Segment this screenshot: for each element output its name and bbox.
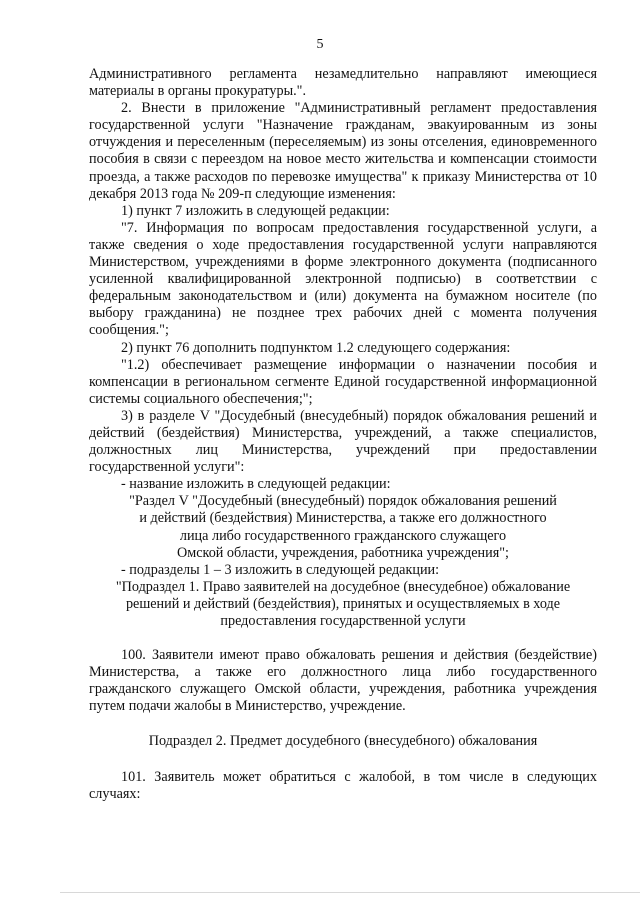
document-body <box>89 66 597 803</box>
subsection-1-heading-line-1: "Подраздел 1. Право заявителей на досудебное (внесудебное) обжалование <box>115 578 571 595</box>
paragraph-subitem-2: 2) пункт 76 дополнить подпунктом 1.2 следующего содержания: <box>121 339 511 356</box>
paragraph-subsections-instruction: - подразделы 1 – 3 изложить в следующей редакции: <box>121 561 440 578</box>
paragraph-point-7: "7. Информация по вопросам предоставления государственной услуги, а также сведения о ходе предоставления государственной услуги направляются Министерством, учреждениями в форме электронного документа (подписанного усиленной квалифицированной электронной подписью) в соответствии с федеральным законодательством и (или) документа на бумажном носителе (по выбору гражданина) не позднее трех рабочих дней с момента получения сообщения."; <box>89 219 597 339</box>
paragraph-subitem-1: 1) пункт 7 изложить в следующей редакции: <box>121 202 390 219</box>
subsection-2-heading: Подраздел 2. Предмет досудебного (внесудебного) обжалования <box>148 733 538 750</box>
section-v-heading-line-3: лица либо государственного гражданского служащего <box>179 527 507 544</box>
scan-edge-line <box>60 892 640 893</box>
paragraph-101: 101. Заявитель может обратиться с жалобой, в том числе в следующих случаях: <box>89 768 597 802</box>
paragraph-rename-instruction: - название изложить в следующей редакции: <box>121 476 391 493</box>
page-number: 5 <box>316 37 324 52</box>
subsection-1-heading-line-3: предоставления государственной услуги <box>220 613 466 629</box>
paragraph-subitem-3: 3) в разделе V "Досудебный (внесудебный) порядок обжалования решений и действий (бездействия) Министерства, учреждений, а также специалистов, должностных лиц Министерства, учреждений при предоставлении государственной услуги": <box>89 407 597 476</box>
paragraph-regulation-end: Административного регламента незамедлительно направляют имеющиеся материалы в органы прокуратуры.". <box>89 66 597 100</box>
paragraph-item-2: 2. Внести в приложение "Административный регламент предоставления государственной услуги "Назначение гражданам, эвакуированным из зоны отчуждения и переселенным (переселяемым) из зоны отселения, единовременного пособия в связи с переездом на новое место жительства и компенсации стоимости проезда, а также расходов по перевозке имущества" к приказу Министерства от 10 декабря 2013 года № 209-п следующие изменения: <box>89 100 597 202</box>
section-v-heading-line-4: Омской области, учреждения, работника учреждения"; <box>177 544 509 561</box>
subsection-1-heading-line-2: решений и действий (бездействия), принятых и осуществляемых в ходе <box>125 595 561 612</box>
paragraph-point-1-2: "1.2) обеспечивает размещение информации о назначении пособия и компенсации в региональном сегменте Единой государственной информационной системы социального обеспечения;"; <box>89 356 597 407</box>
paragraph-100: 100. Заявители имеют право обжаловать решения и действия (бездействие) Министерства, а также его должностного лица либо государственного гражданского служащего Омской области, учреждения, работника учреждения путем подачи жалобы в Министерство, учреждение. <box>89 647 597 715</box>
section-v-heading-line-1: "Раздел V "Досудебный (внесудебный) порядок обжалования решений <box>129 493 557 510</box>
section-v-heading-line-2: и действий (бездействия) Министерства, а также его должностного <box>139 510 547 527</box>
